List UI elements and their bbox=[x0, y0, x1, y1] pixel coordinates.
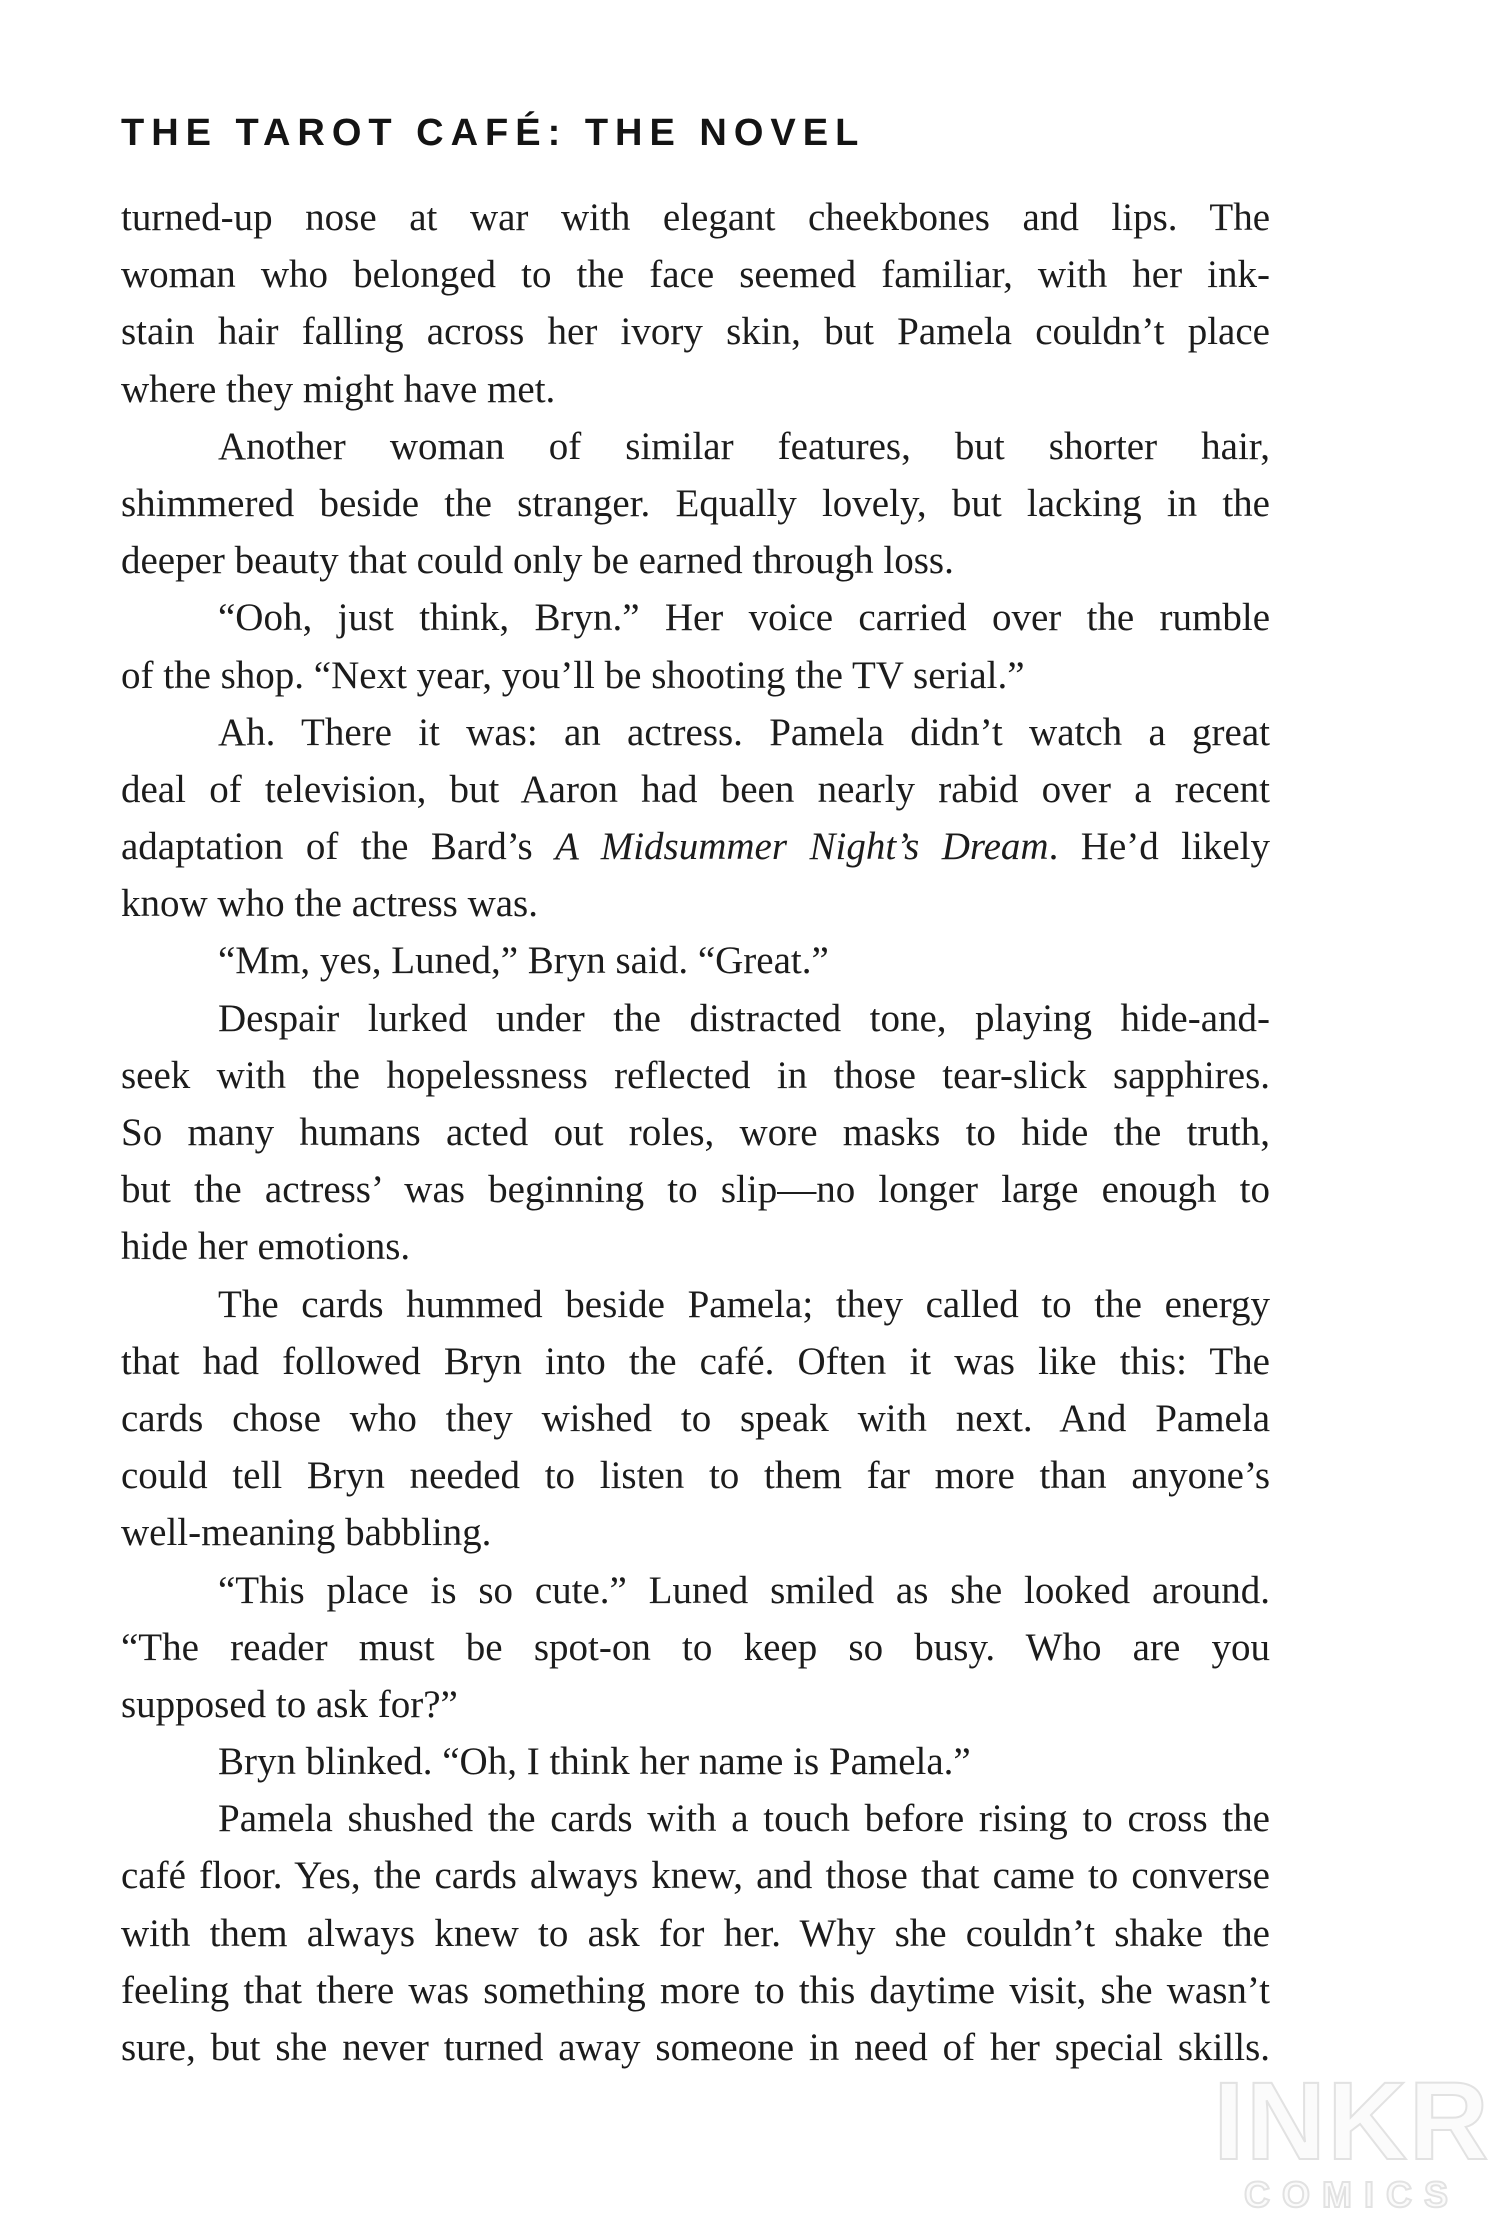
paragraph bbox=[121, 1276, 1270, 1562]
text-line: “Ooh, just think, Bryn.” Her voice carried over the rumble bbox=[218, 596, 1270, 640]
text-line: that had followed Bryn into the café. Often it was like this: The bbox=[121, 1339, 1270, 1383]
italic-title: A Midsummer Night’s Dream bbox=[555, 825, 1049, 869]
text-line: shimmered beside the stranger. Equally lovely, but lacking in the bbox=[121, 481, 1270, 525]
text-line: The cards hummed beside Pamela; they called to the energy bbox=[218, 1282, 1270, 1326]
text-line: Despair lurked under the distracted tone, playing hide-and- bbox=[218, 996, 1270, 1040]
text-line: Pamela shushed the cards with a touch before rising to cross the bbox=[218, 1797, 1270, 1841]
text-line: supposed to ask for?” bbox=[121, 1682, 458, 1726]
text-line: deeper beauty that could only be earned through loss. bbox=[121, 539, 954, 583]
text-line: hide her emotions. bbox=[121, 1225, 411, 1269]
text-segment: . He’d likely bbox=[1048, 825, 1270, 869]
text-line: “Mm, yes, Luned,” Bryn said. “Great.” bbox=[218, 939, 829, 983]
text-line bbox=[121, 818, 1270, 875]
paragraph bbox=[121, 990, 1270, 1276]
text-line: well-meaning babbling. bbox=[121, 1511, 492, 1555]
running-head: THE TAROT CAFÉ: THE NOVEL bbox=[121, 112, 866, 154]
text-line: Bryn blinked. “Oh, I think her name is Pamela.” bbox=[218, 1740, 971, 1784]
paragraph bbox=[121, 1562, 1270, 1734]
text-line: stain hair falling across her ivory skin, but Pamela couldn’t place bbox=[121, 310, 1270, 354]
watermark-sub: COMICS bbox=[1244, 2174, 1460, 2215]
paragraph bbox=[121, 1790, 1270, 2076]
text-line: woman who belonged to the face seemed familiar, with her ink- bbox=[121, 253, 1270, 297]
text-segment: adaptation of the Bard’s bbox=[121, 825, 556, 869]
text-line: Another woman of similar features, but shorter hair, bbox=[218, 424, 1270, 468]
text-line: cards chose who they wished to speak with next. And Pamela bbox=[121, 1396, 1270, 1440]
text-line: sure, but she never turned away someone in need of her special skills. bbox=[121, 2026, 1270, 2069]
watermark-brand: INKR bbox=[1213, 2060, 1491, 2183]
paragraph bbox=[121, 932, 1270, 989]
watermark-logo bbox=[1210, 2060, 1494, 2215]
text-line: So many humans acted out roles, wore masks to hide the truth, bbox=[121, 1111, 1270, 1154]
text-line: “This place is so cute.” Luned smiled as she looked around. bbox=[218, 1568, 1270, 1612]
text-line: “The reader must be spot-on to keep so busy. Who are you bbox=[121, 1625, 1270, 1669]
paragraph bbox=[121, 704, 1270, 933]
paragraph bbox=[121, 589, 1270, 703]
text-line: where they might have met. bbox=[121, 367, 556, 411]
text-line: seek with the hopelessness reflected in those tear-slick sapphires. bbox=[121, 1053, 1270, 1097]
body-text bbox=[121, 189, 1270, 2076]
text-line: know who the actress was. bbox=[121, 882, 538, 926]
text-line: turned-up nose at war with elegant cheekbones and lips. The bbox=[121, 196, 1270, 239]
text-line: but the actress’ was beginning to slip—no longer large enough to bbox=[121, 1168, 1270, 1212]
text-line: café floor. Yes, the cards always knew, and those that came to converse bbox=[121, 1854, 1270, 1898]
text-line: Ah. There it was: an actress. Pamela didn’t watch a great bbox=[218, 710, 1270, 754]
paragraph bbox=[121, 1733, 1270, 1790]
text-line: deal of television, but Aaron had been nearly rabid over a recent bbox=[121, 767, 1270, 811]
text-line: feeling that there was something more to this daytime visit, she wasn’t bbox=[121, 1968, 1270, 2012]
paragraph bbox=[121, 418, 1270, 590]
paragraph bbox=[121, 189, 1270, 418]
text-line: could tell Bryn needed to listen to them far more than anyone’s bbox=[121, 1454, 1270, 1498]
text-line: of the shop. “Next year, you’ll be shooting the TV serial.” bbox=[121, 653, 1025, 697]
text-line: with them always knew to ask for her. Why she couldn’t shake the bbox=[121, 1911, 1270, 1955]
